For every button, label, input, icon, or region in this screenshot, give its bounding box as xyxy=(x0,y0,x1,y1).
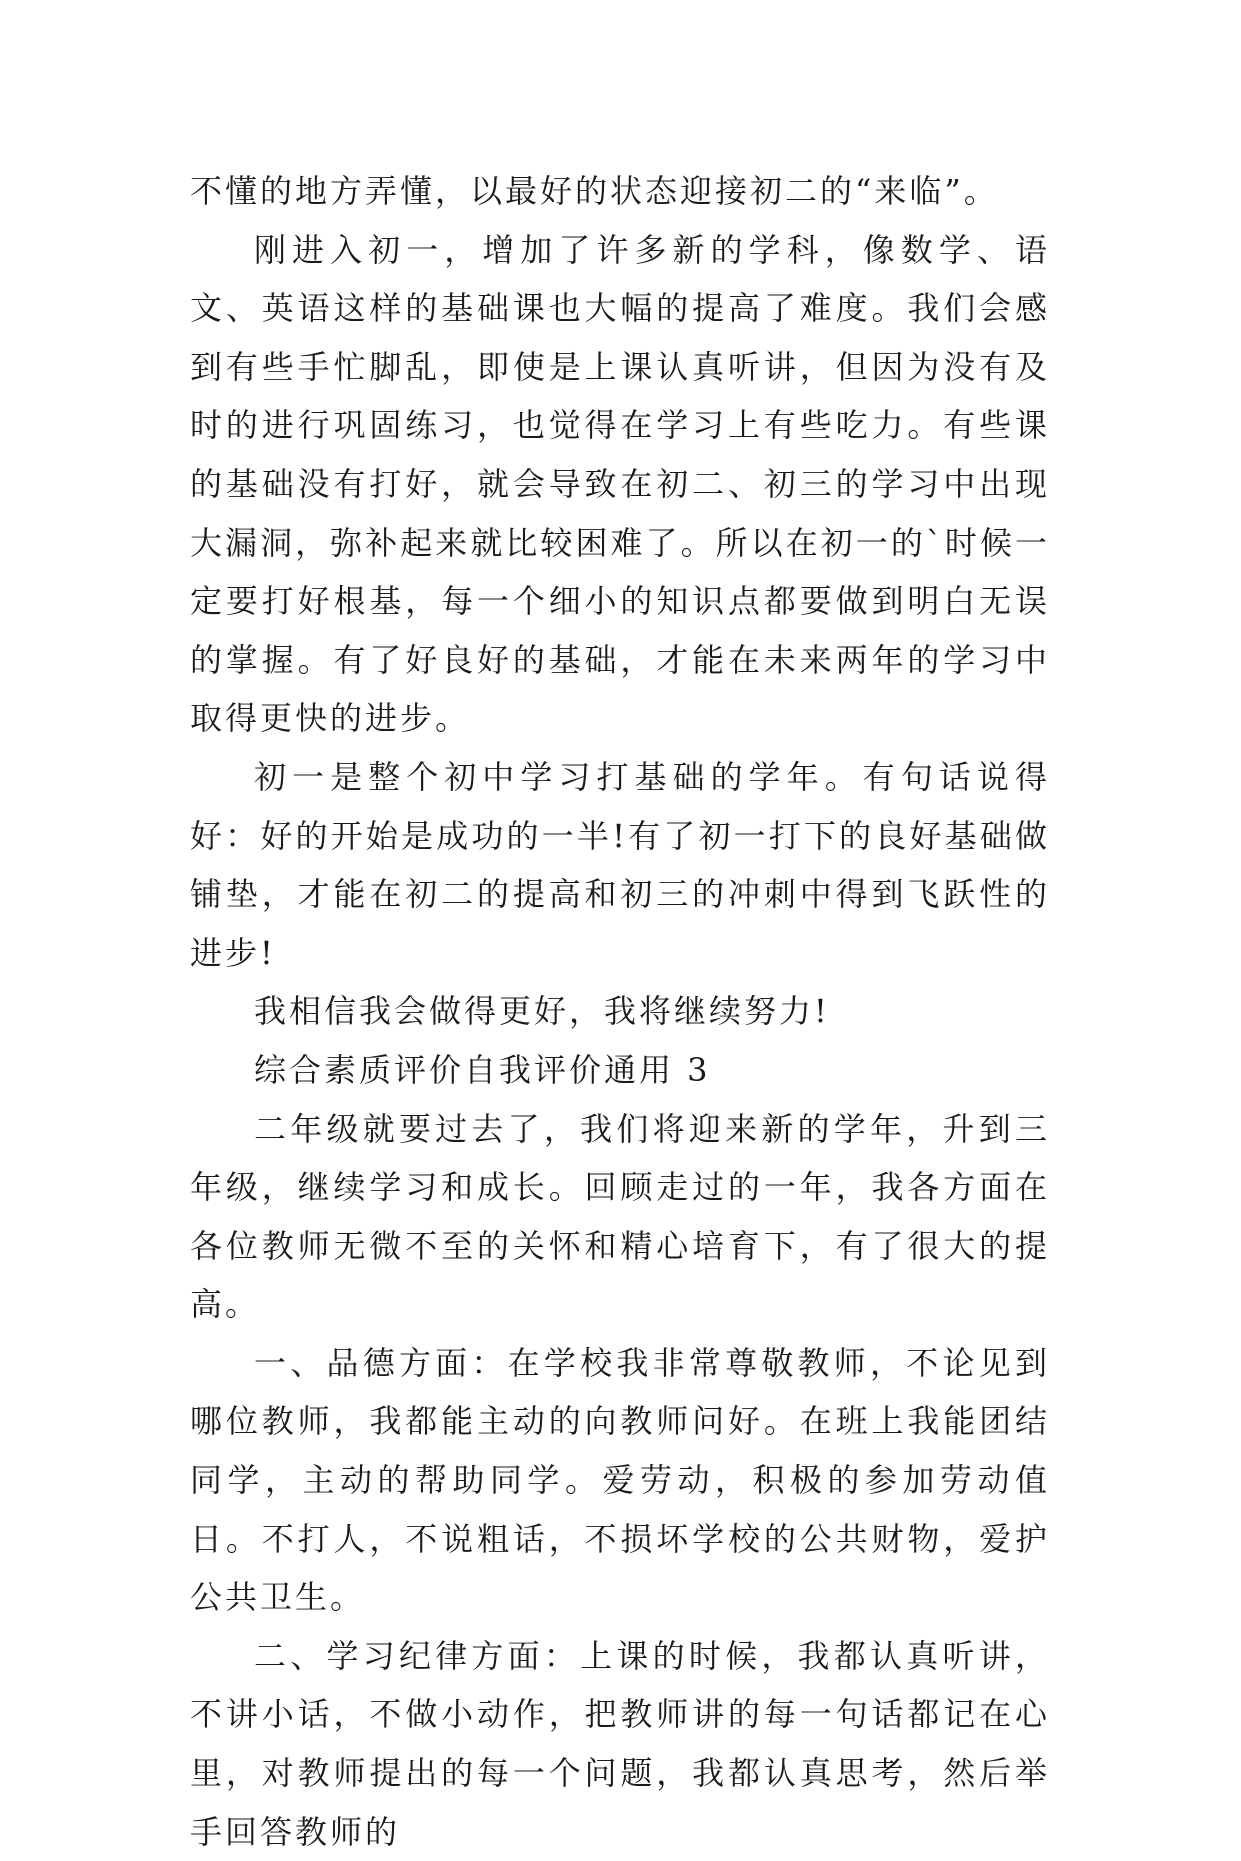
paragraph-continuation: 不懂的地方弄懂，以最好的状态迎接初二的“来临”。 xyxy=(190,172,999,210)
document-body xyxy=(190,162,1050,1861)
paragraph-resolve: 我相信我会做得更好，我将继续努力! xyxy=(254,992,830,1031)
paragraph-grade-two: 二年级就要过去了，我们将迎来新的学年，升到三年级，继续学习和成长。回顾走过的一年，我各方面在各位教师无微不至的关怀和精心培育下，有了很大的提高。 xyxy=(190,1109,1050,1324)
section-heading: 综合素质评价自我评价通用 3 xyxy=(254,1050,711,1089)
paragraph-discipline: 二、学习纪律方面：上课的时候，我都认真听讲，不讲小话，不做小动作，把教师讲的每一句话都记在心里，对教师提出的每一个问题，我都认真思考，然后举手回答教师的 xyxy=(190,1636,1050,1851)
paragraph-foundation: 初一是整个初中学习打基础的学年。有句话说得好：好的开始是成功的一半!有了初一打下的良好基础做铺垫，才能在初二的提高和初三的冲刺中得到飞跃性的进步! xyxy=(190,757,1050,972)
paragraph-first-year: 刚进入初一，增加了许多新的学科，像数学、语文、英语这样的基础课也大幅的提高了难度。我们会感到有些手忙脚乱，即使是上课认真听讲，但因为没有及时的进行巩固练习，也觉得在学习上有些吃力。有些课的基础没有打好，就会导致在初二、初三的学习中出现大漏洞，弥补起来就比较困难了。所以在初一的`时候一定要打好根基，每一个细小的知识点都要做到明白无误的掌握。有了好良好的基础，才能在未来两年的学习中取得更快的进步。 xyxy=(190,230,1050,738)
paragraph-morality: 一、品德方面：在学校我非常尊敬教师，不论见到哪位教师，我都能主动的向教师问好。在班上我能团结同学，主动的帮助同学。爱劳动，积极的参加劳动值日。不打人，不说粗话，不损坏学校的公共财物，爱护公共卫生。 xyxy=(190,1343,1050,1617)
